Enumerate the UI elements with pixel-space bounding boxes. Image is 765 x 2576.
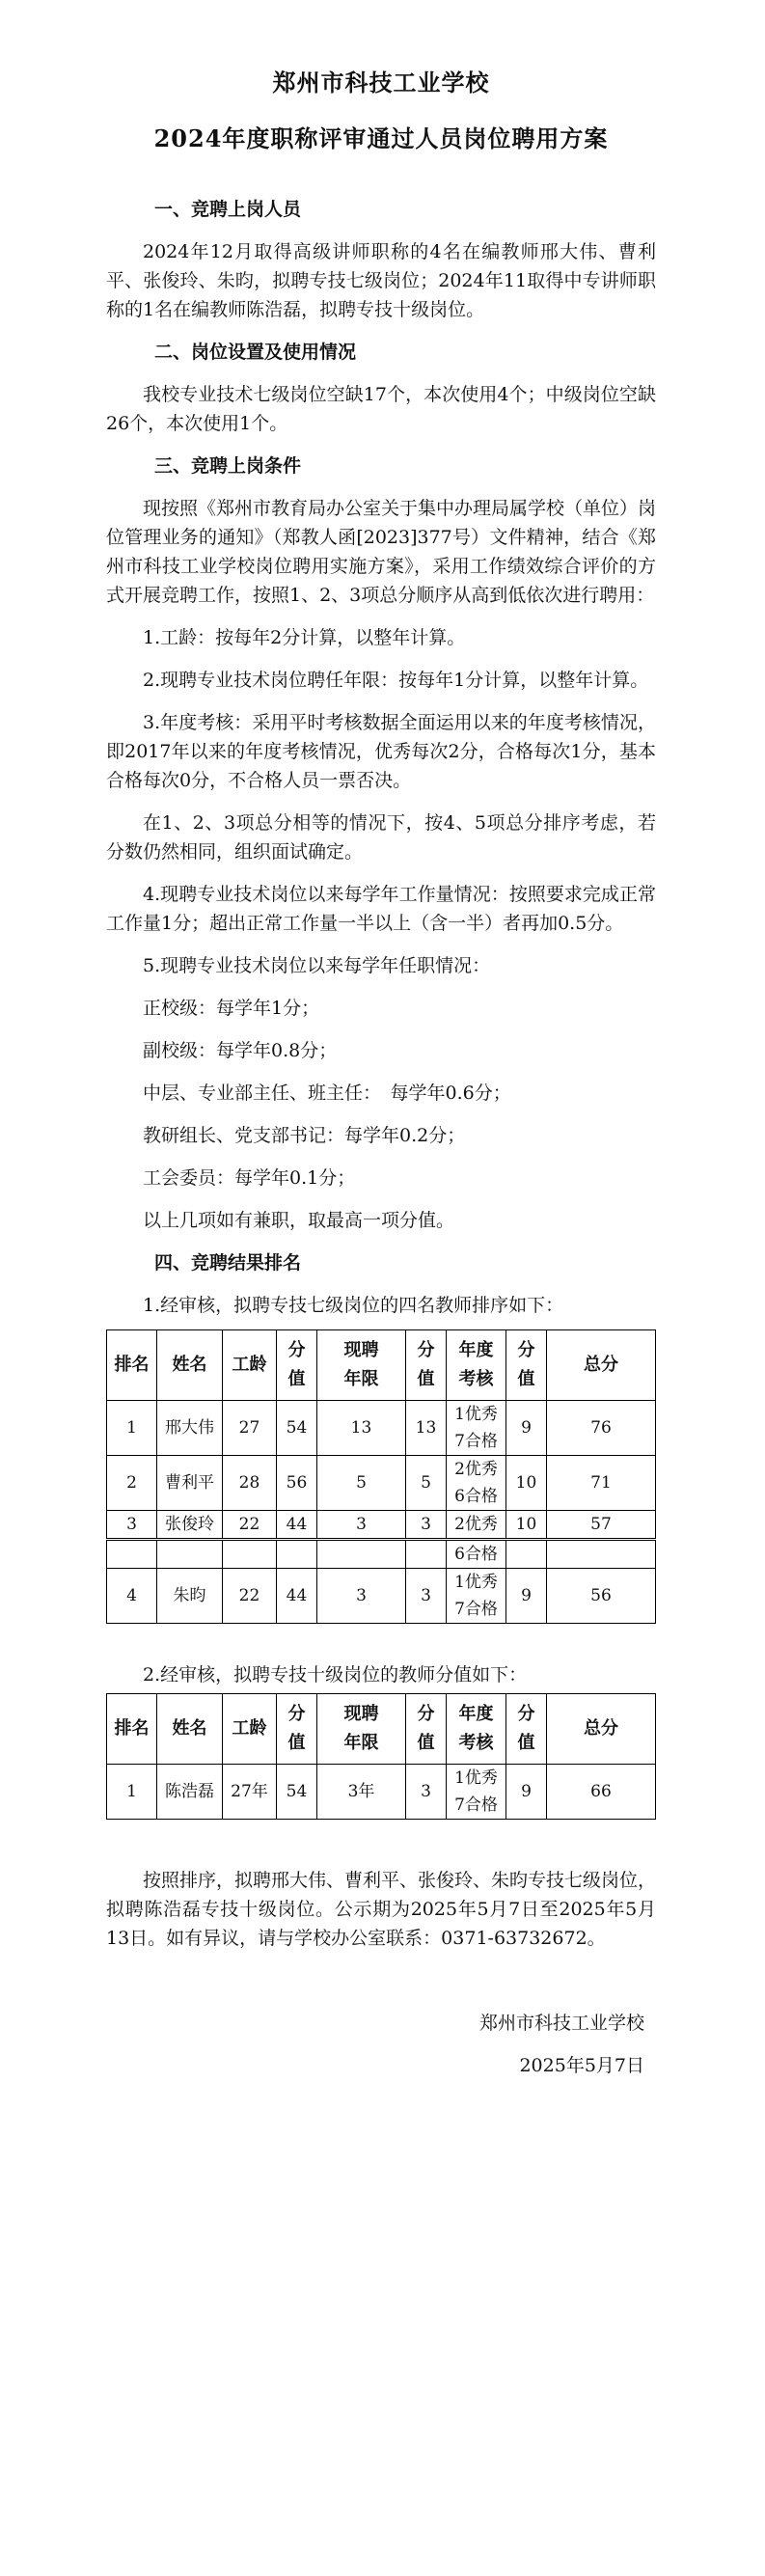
col-score-eval: 分 值 xyxy=(506,1330,547,1401)
col-term: 现聘 年限 xyxy=(317,1330,406,1401)
table-row-cont: 7合格 xyxy=(107,1428,656,1456)
table-row-cont: 7合格 xyxy=(107,1596,656,1624)
col-score-eval: 分 值 xyxy=(506,1694,547,1765)
col-name: 姓名 xyxy=(157,1330,223,1401)
col-evaluation: 年度 考核 xyxy=(447,1330,506,1401)
condition-5-middle-level: 中层、专业部主任、班主任： 每学年0.6分； xyxy=(143,1082,511,1104)
condition-5-vice-principal: 副校级：每学年0.8分； xyxy=(143,1040,338,1061)
col-score-term: 分 值 xyxy=(406,1330,447,1401)
table-header-row xyxy=(107,1694,656,1765)
col-score-age: 分 值 xyxy=(277,1330,317,1401)
col-rank: 排名 xyxy=(107,1330,157,1401)
table-header-row xyxy=(107,1330,656,1401)
col-total: 总分 xyxy=(547,1694,656,1765)
col-age: 工龄 xyxy=(223,1330,277,1401)
condition-3-tiebreak: 在1、2、3项总分相等的情况下，按4、5项总分排序考虑，若分数仍然相同，组织面试确定。 xyxy=(106,812,656,863)
positions-paragraph: 我校专业技术七级岗位空缺17个，本次使用4个；中级岗位空缺26个，本次使用1个。 xyxy=(106,384,656,434)
table-row: 2 曹利平 28 56 5 5 2优秀 10 71 xyxy=(107,1456,656,1484)
col-name: 姓名 xyxy=(157,1694,223,1765)
table1-intro: 1.经审核，拟聘专技七级岗位的四名教师排序如下： xyxy=(143,1295,564,1316)
condition-5-principal: 正校级：每学年1分； xyxy=(143,998,320,1019)
condition-5-union: 工会委员：每学年0.1分； xyxy=(143,1167,356,1189)
ranking-table-level10 xyxy=(106,1693,656,1820)
school-title: 郑州市科技工业学校 xyxy=(272,69,490,96)
table2-intro: 2.经审核，拟聘专技十级岗位的教师分值如下： xyxy=(143,1664,528,1685)
condition-1: 1.工龄：按每年2分计算，以整年计算。 xyxy=(143,627,466,648)
table-row-cont: 7合格 xyxy=(107,1792,656,1820)
table-row: 1 邢大伟 27 54 13 13 1优秀 9 76 xyxy=(107,1401,656,1429)
col-score-age: 分 值 xyxy=(277,1694,317,1765)
table-row: 4 朱昀 22 44 3 3 1优秀 9 56 xyxy=(107,1569,656,1597)
col-rank: 排名 xyxy=(107,1694,157,1765)
candidates-paragraph: 2024年12月取得高级讲师职称的4名在编教师邢大伟、曹利平、张俊玲、朱昀，拟聘专技七级岗位；2024年11取得中专讲师职称的1名在编教师陈浩磊，拟聘专技十级岗位。 xyxy=(106,241,656,320)
section-heading-conditions: 三、竞聘上岗条件 xyxy=(154,455,302,477)
section-heading-results: 四、竞聘结果排名 xyxy=(154,1252,302,1274)
condition-4: 4.现聘专业技术岗位以来每学年工作量情况：按照要求完成正常工作量1分；超出正常工作量一半以上（含一半）者再加0.5分。 xyxy=(106,884,656,934)
condition-3: 3.年度考核：采用平时考核数据全面运用以来的年度考核情况，即2017年以来的年度考核情况，优秀每次2分，合格每次1分，基本合格每次0分，不合格人员一票否决。 xyxy=(106,712,656,791)
table-row: 1 陈浩磊 27年 54 3年 3 1优秀 9 66 xyxy=(107,1765,656,1793)
col-term: 现聘 年限 xyxy=(317,1694,406,1765)
table-row-cont: 6合格 xyxy=(107,1483,656,1511)
document-title: 2024年度职称评审通过人员岗位聘用方案 xyxy=(153,124,609,152)
condition-2: 2.现聘专业技术岗位聘任年限：按每年1分计算，以整年计算。 xyxy=(143,670,649,691)
closing-paragraph: 按照排序，拟聘邢大伟、曹利平、张俊玲、朱昀专技七级岗位，拟聘陈浩磊专技十级岗位。公示期为2025年5月7日至2025年5月13日。如有异议，请与学校办公室联系：0371-63732672。 xyxy=(106,1870,657,1949)
ranking-table-level7 xyxy=(106,1329,656,1624)
table-row-split: 6合格 xyxy=(107,1540,656,1569)
conditions-paragraph: 现按照《郑州市教育局办公室关于集中办理局属学校（单位）岗位管理业务的通知》（郑教人函[2023]377号）文件精神，结合《郑州市科技工业学校岗位聘用实施方案》，采用工作绩效综合评价的方式开展竞聘工作，按照1、2、3项总分顺序从高到低依次进行聘用： xyxy=(106,498,657,606)
col-age: 工龄 xyxy=(223,1694,277,1765)
condition-5: 5.现聘专业技术岗位以来每学年任职情况： xyxy=(143,955,491,976)
condition-5-note: 以上几项如有兼职，取最高一项分值。 xyxy=(143,1210,455,1231)
signature-org: 郑州市科技工业学校 xyxy=(478,2013,644,2034)
section-heading-positions: 二、岗位设置及使用情况 xyxy=(154,342,357,363)
condition-5-group-leader: 教研组长、党支部书记：每学年0.2分； xyxy=(143,1125,466,1146)
signature-date: 2025年5月7日 xyxy=(519,2055,644,2076)
section-heading-candidates: 一、竞聘上岗人员 xyxy=(154,199,302,220)
col-score-term: 分 值 xyxy=(406,1694,447,1765)
col-evaluation: 年度 考核 xyxy=(447,1694,506,1765)
table-row: 3 张俊玲 22 44 3 3 2优秀 10 57 xyxy=(107,1511,656,1540)
col-total: 总分 xyxy=(547,1330,656,1401)
